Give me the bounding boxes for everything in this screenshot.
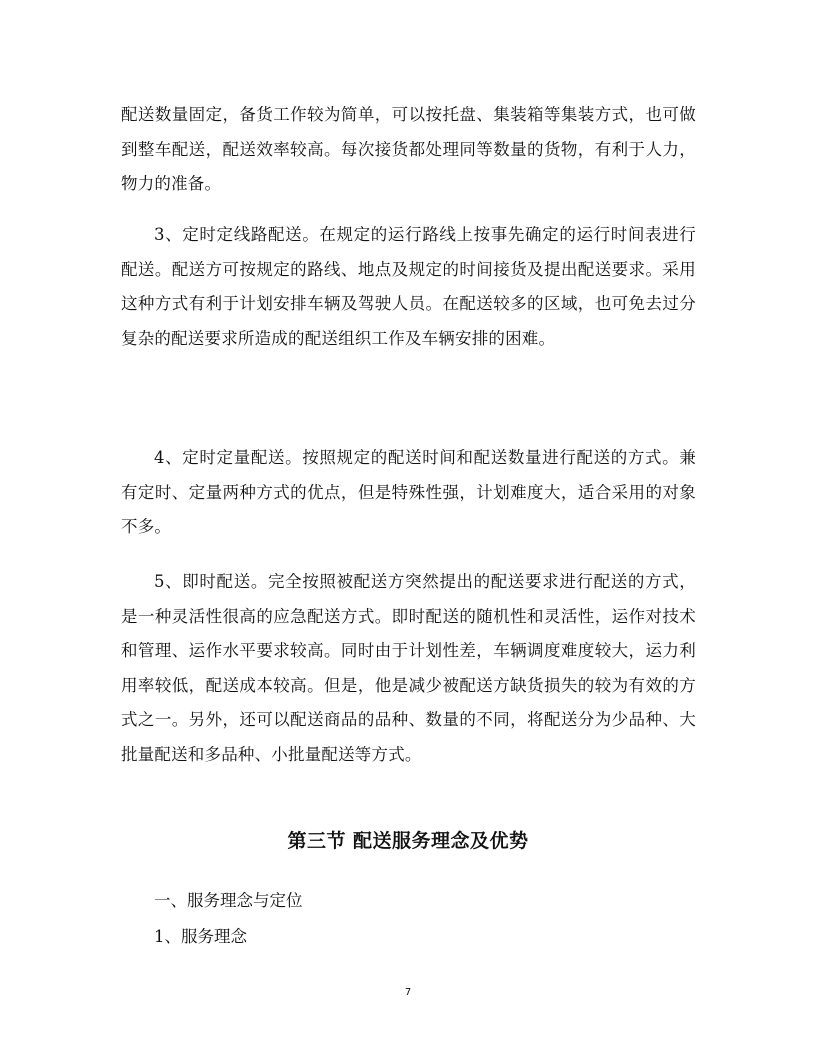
paragraph-fixed-time-quantity-delivery <box>121 441 696 545</box>
paragraph-text: 5、即时配送。完全按照被配送方突然提出的配送要求进行配送的方式，是一种灵活性很高的应急配送方式。即时配送的随机性和灵活性，运作对技术和管理、运作水平要求较高。同时由于计划性差，车辆调度难度较大，运力利用率较低，配送成本较高。但是，他是减少被配送方缺货损失的较为有效的方式之一。另外，还可以配送商品的品种、数量的不同，将配送分为少品种、大批量配送和多品种、小批量配送等方式。 <box>121 572 696 764</box>
subheading-service-philosophy-positioning: 一、服务理念与定位 <box>154 891 303 910</box>
paragraph-fixed-time-route-delivery <box>121 218 696 356</box>
section-heading: 第三节 配送服务理念及优势 <box>287 830 529 852</box>
paragraph-text: 配送数量固定，备货工作较为简单，可以按托盘、集装箱等集装方式，也可做到整车配送，配送效率较高。每次接货都处理同等数量的货物，有利于人力，物力的准备。 <box>121 105 696 194</box>
page-number: 7 <box>404 987 412 998</box>
paragraph-continuation <box>121 98 696 202</box>
paragraph-text: 4、定时定量配送。按照规定的配送时间和配送数量进行配送的方式。兼有定时、定量两种方式的优点，但是特殊性强，计划难度大，适合采用的对象不多。 <box>121 448 696 537</box>
paragraph-instant-delivery <box>121 565 696 773</box>
subheading-service-philosophy: 1、服务理念 <box>154 927 247 946</box>
paragraph-text: 3、定时定线路配送。在规定的运行路线上按事先确定的运行时间表进行配送。配送方可按规定的路线、地点及规定的时间接货及提出配送要求。采用这种方式有利于计划安排车辆及驾驶人员。在配送较多的区域，也可免去过分复杂的配送要求所造成的配送组织工作及车辆安排的困难。 <box>121 225 696 348</box>
